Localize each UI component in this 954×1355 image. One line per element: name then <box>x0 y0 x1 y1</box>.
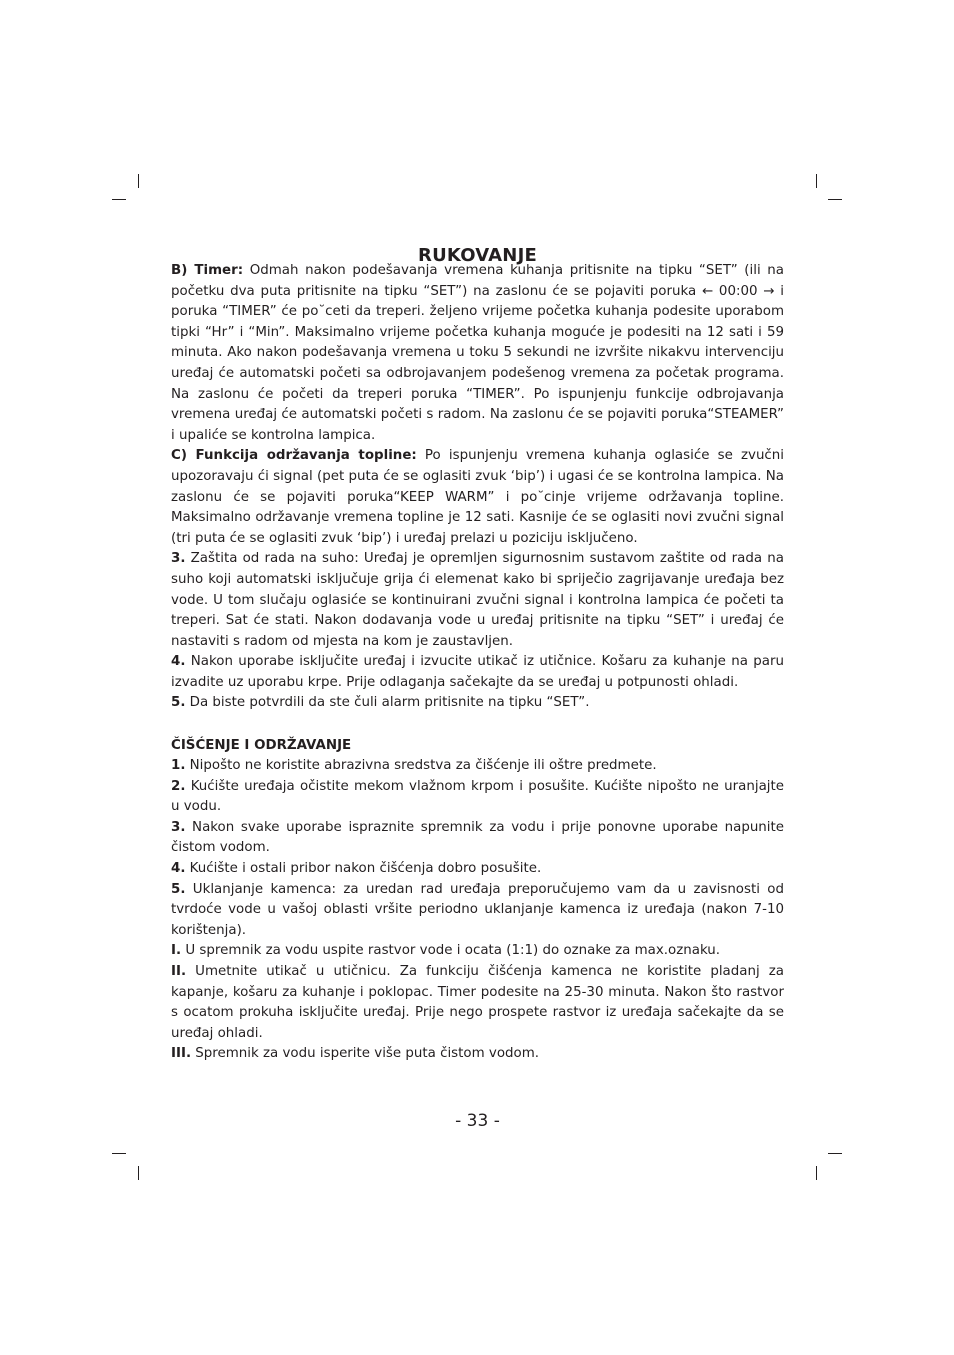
crop-mark-top-left-horizontal <box>112 199 126 200</box>
cleaning-item <box>171 859 784 880</box>
paragraph-text: Kućište i ostali pribor nakon čišćenja dobro posušite. <box>185 861 542 877</box>
paragraph-lead: 1. <box>171 758 186 774</box>
paragraph-lead: 5. <box>171 881 186 897</box>
dry-run-protection-paragraph <box>171 549 784 652</box>
timer-paragraph <box>171 261 784 446</box>
after-use-paragraph <box>171 652 784 693</box>
paragraph-lead: II. <box>171 964 187 979</box>
paragraph-lead: 2. <box>171 778 186 794</box>
paragraph-text: Umetnite utikač u utičnicu. Za funkciju čišćenja kamenca ne koristite pladanj za kapanje, košaru za kuhanje i poklopac. Timer podesite na 25-30 minuta. Nakon što rastvor s ocatom prokuha isključite uređaj. Prije nego prospete rastvor iz uređaja sačekajte da se uređaj ohladi. <box>171 964 784 1041</box>
paragraph-text: Kućište uređaja očistite mekom vlažnom krpom i posušite. Kućište nipošto ne uranjajte u vodu. <box>171 778 784 815</box>
cleaning-item <box>171 1044 784 1065</box>
paragraph-text: Zaštita od rada na suho: Uređaj je opremljen sigurnosnim sustavom zaštite od rada na suho koji automatski isključuje grija ći elemenat kako bi spriječio zagrijavanje uređaja bez vode. U tom slučaju oglasiće se kontinuirani zvučni signal i kontrolna lampica će početi ta treperi. Sat će stati. Nakon dodavanja vode u uređaj pritisnite na tipku “SET” i uređaj će nastaviti s radom od mjesta na kom je zaustavljen. <box>171 551 784 649</box>
manual-content <box>171 261 784 1065</box>
paragraph-lead: C) Funkcija održavanja topline: <box>171 448 417 464</box>
crop-mark-bottom-right-horizontal <box>828 1153 842 1154</box>
paragraph-text: U spremnik za vodu uspite rastvor vode i ocata (1:1) do oznake za max.oznaku. <box>181 943 721 959</box>
paragraph-text: Odmah nakon podešavanja vremena kuhanja pritisnite na tipku “SET” (ili na početku dva puta pritisnite na tipku “SET”) na zaslonu će se pojaviti poruka ← 00:00 → i poruka “TIMER” će po˘ceti da treperi. željeno vrijeme početka kuhanja podesite uporabom tipki “Hr” i “Min”. Maksimalno vrijeme početka kuhanja moguće je podesiti na 12 sati i 59 minuta. Ako nakon podešavanja vremena u toku 5 sekundi ne izvršite nikakvu intervenciju uređaj će automatski početi sa odbrojavanjem podešenog vremena za početak programa. Na zaslonu će početi da treperi poruka “TIMER”. Po ispunjenju funkcije odbrojavanja vremena uređaj će automatski početi s radom. Na zaslonu će se pojaviti poruka“STEAMER” i upaliće se kontrolna lampica. <box>171 263 784 443</box>
cleaning-item <box>171 880 784 942</box>
paragraph-lead: B) Timer: <box>171 263 244 278</box>
paragraph-lead: 3. <box>171 551 186 567</box>
paragraph-text: Nakon svake uporabe ispraznite spremnik za vodu i prije ponovne uporabe napunite čistom vodom. <box>171 819 784 856</box>
cleaning-title: ČIŠĆENJE I ODRŽAVANJE <box>171 738 352 754</box>
page-number: - 33 - <box>455 1111 500 1131</box>
paragraph-text: Po ispunjenju vremena kuhanja oglasiće se zvučni upozoravaju ći signal (pet puta će se oglasiti zvuk ‘bip’) i ugasi će se kontrolna lampica. Na zaslonu će se pojaviti poruka“KEEP WARM” i po˘cinje vrijeme održavanja topline. Maksimalno održavanje vremena topline je 12 sati. Kasnije će se oglasiti novi zvučni signal (tri puta će se oglasiti zvuk ‘bip’) i uređaj prelazi u poziciju isključeno. <box>171 448 784 546</box>
paragraph-lead: 5. <box>171 695 186 711</box>
crop-mark-top-right-vertical <box>816 174 817 188</box>
alarm-confirm-paragraph <box>171 693 784 714</box>
paragraph-lead: III. <box>171 1046 192 1062</box>
crop-mark-top-left-vertical <box>138 174 139 188</box>
paragraph-text: Spremnik za vodu isperite više puta čistom vodom. <box>191 1046 540 1062</box>
cleaning-item <box>171 941 784 962</box>
paragraph-text: Nakon uporabe isključite uređaj i izvucite utikač iz utičnice. Košaru za kuhanje na paru izvadite uz uporabu krpe. Prije odlaganja sačekajte da se uređaj u potpunosti ohladi. <box>171 654 784 690</box>
paragraph-text: Da biste potvrdili da ste čuli alarm pritisnite na tipku “SET”. <box>185 695 590 711</box>
section-title: RUKOVANJE <box>418 245 537 267</box>
cleaning-item <box>171 818 784 859</box>
crop-mark-bottom-left-horizontal <box>112 1153 126 1154</box>
crop-mark-bottom-right-vertical <box>816 1166 817 1180</box>
cleaning-item <box>171 756 784 777</box>
keep-warm-paragraph <box>171 446 784 549</box>
paragraph-lead: 4. <box>171 861 186 877</box>
paragraph-lead: I. <box>171 943 182 959</box>
paragraph-text: Nipošto ne koristite abrazivna sredstva za čišćenje ili oštre predmete. <box>185 758 657 774</box>
cleaning-item <box>171 777 784 818</box>
crop-mark-top-right-horizontal <box>828 199 842 200</box>
paragraph-lead: 4. <box>171 654 186 670</box>
crop-mark-bottom-left-vertical <box>138 1166 139 1180</box>
cleaning-item <box>171 962 784 1044</box>
paragraph-text: Uklanjanje kamenca: za uredan rad uređaja preporučujemo vam da u zavisnosti od tvrdoće vode u vašoj oblasti vršite periodno uklanjanje kamenca iz uređaja (nakon 7-10 korištenja). <box>171 881 784 938</box>
paragraph-lead: 3. <box>171 819 186 835</box>
